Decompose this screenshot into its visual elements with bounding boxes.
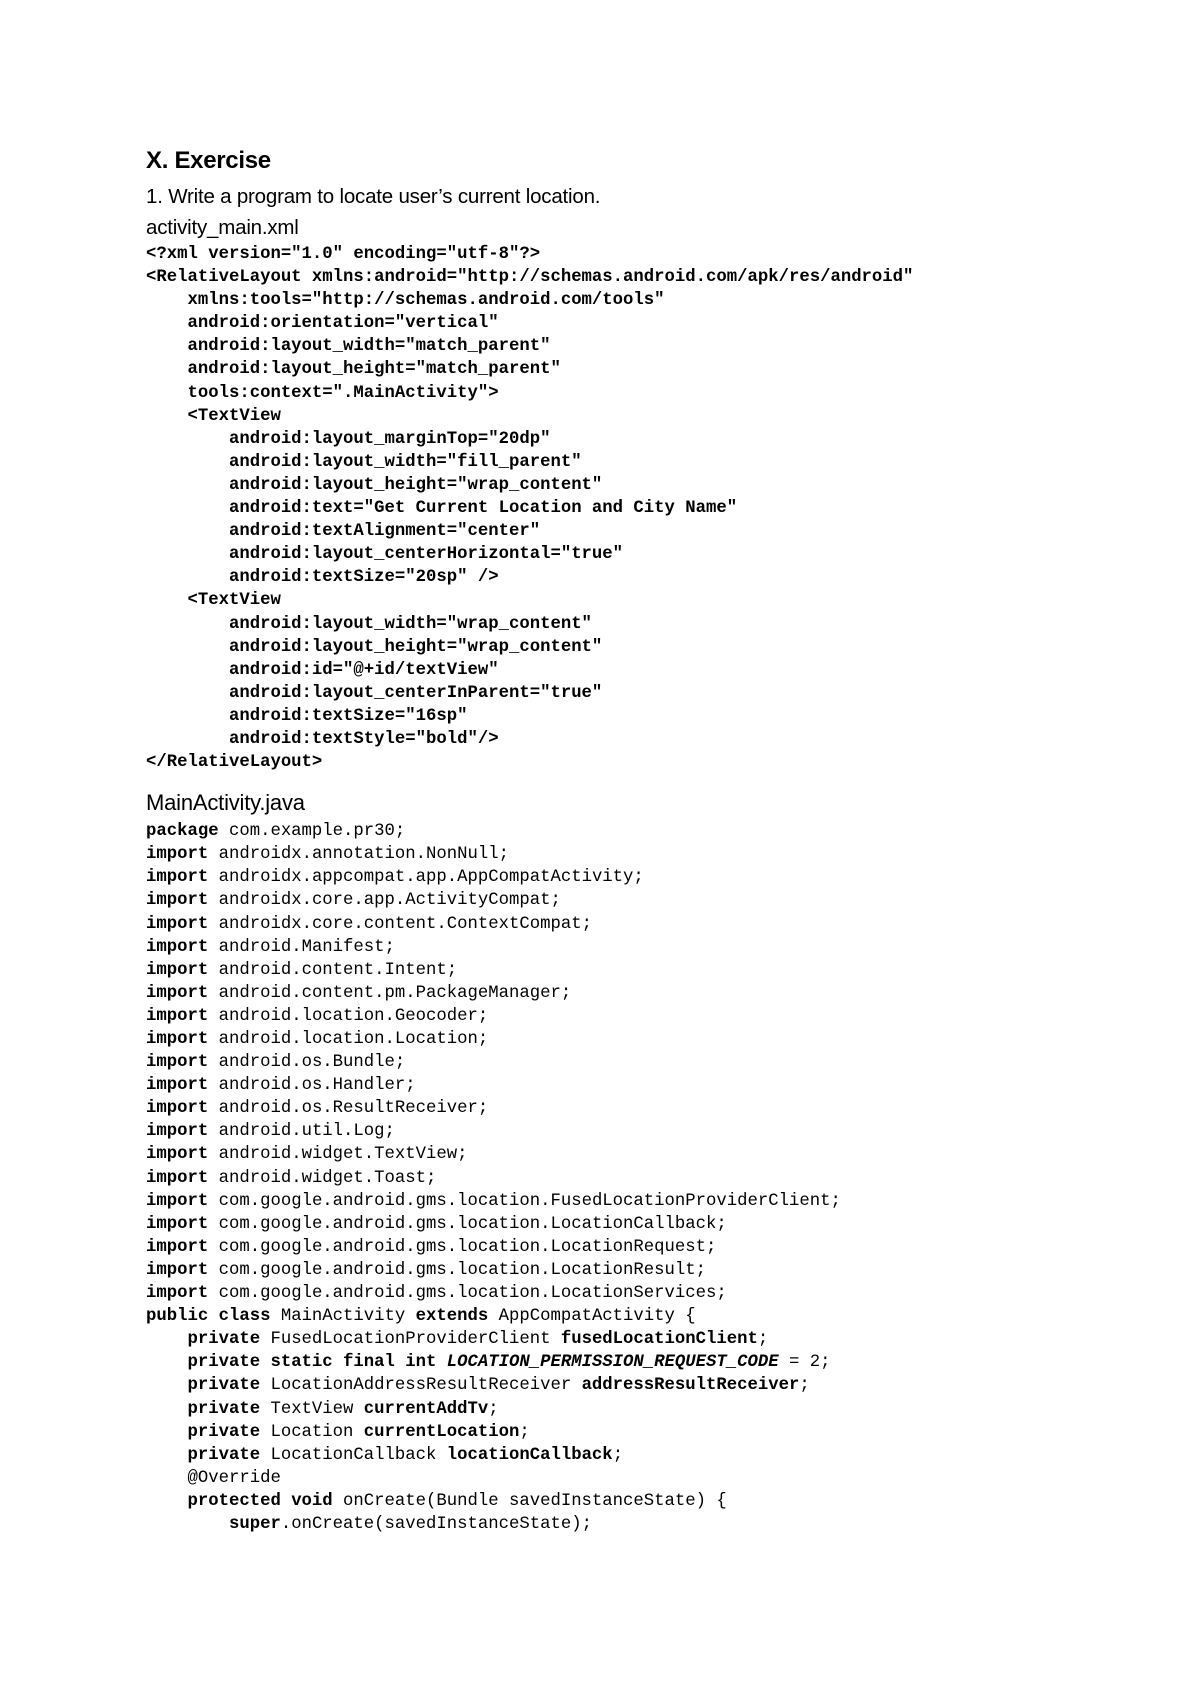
code-token-kw: public class	[146, 1307, 271, 1327]
xml-code-line: android:layout_centerHorizontal="true"	[146, 545, 624, 565]
code-token: android.util.Log;	[208, 1122, 395, 1142]
xml-code-line: android:textSize="20sp" />	[146, 568, 499, 588]
code-token: androidx.core.content.ContextCompat;	[208, 914, 592, 934]
code-token: android.location.Location;	[208, 1030, 489, 1049]
code-token: .onCreate(savedInstanceState);	[280, 1514, 592, 1534]
xml-code-line: <RelativeLayout xmlns:android="http://schemas.android.com/apk/res/android"	[146, 268, 914, 288]
java-code-line	[146, 1051, 1156, 1074]
code-token	[146, 1492, 187, 1511]
xml-code-line: android:layout_width="fill_parent"	[146, 452, 582, 472]
code-token-kw: import	[146, 1053, 209, 1073]
code-token-kw: private	[187, 1376, 261, 1396]
code-token: android.content.pm.PackageManager;	[208, 983, 572, 1003]
code-token: android.os.Handler;	[208, 1076, 416, 1096]
xml-code-line: android:layout_height="match_parent"	[146, 360, 561, 380]
java-code-line	[146, 1398, 1156, 1421]
exercise-heading: X. Exercise	[146, 147, 271, 174]
code-token: com.google.android.gms.location.LocationRequest;	[208, 1237, 717, 1257]
code-token	[146, 1376, 187, 1395]
code-token: com.google.android.gms.location.LocationServices;	[208, 1284, 727, 1304]
code-token-kw: private	[187, 1422, 261, 1442]
code-token-kw: private	[187, 1399, 261, 1419]
code-token: ;	[799, 1376, 810, 1396]
code-token-kw: import	[146, 1006, 209, 1026]
code-token: android.os.Bundle;	[208, 1053, 406, 1073]
code-token-kw: super	[228, 1514, 281, 1534]
code-token-kw: import	[146, 1191, 209, 1211]
code-token-kw: extends	[415, 1307, 489, 1327]
code-token-kw: private static final int	[187, 1353, 437, 1373]
code-token	[146, 1446, 187, 1465]
code-token: TextView	[260, 1399, 364, 1419]
code-token: androidx.annotation.NonNull;	[208, 845, 509, 865]
code-token-kw: import	[146, 1260, 209, 1280]
code-token-const: LOCATION_PERMISSION_REQUEST_CODE	[446, 1353, 779, 1373]
xml-code-line: </RelativeLayout>	[146, 753, 323, 773]
java-code-line	[146, 843, 1156, 866]
code-token-kw: import	[146, 960, 209, 980]
java-code-line	[146, 1328, 1156, 1351]
java-code-line	[146, 1467, 1156, 1490]
xml-code-line: android:textStyle="bold"/>	[146, 729, 499, 749]
code-token-kw: import	[146, 1237, 209, 1257]
code-token-kw: import	[146, 1099, 209, 1119]
code-token: com.google.android.gms.location.FusedLocationProviderClient;	[208, 1191, 841, 1211]
code-token: android.content.Intent;	[208, 960, 458, 980]
code-token: ;	[612, 1445, 624, 1465]
code-token	[146, 1400, 187, 1419]
code-token-kw: import	[146, 1122, 209, 1142]
xml-code-line: android:layout_width="match_parent"	[146, 337, 551, 357]
code-token	[146, 1353, 187, 1372]
xml-file-name: activity_main.xml	[146, 216, 299, 239]
xml-code-line: android:layout_height="wrap_content"	[146, 637, 603, 657]
code-token: LocationCallback	[260, 1445, 447, 1465]
java-code-line	[146, 1282, 1156, 1305]
code-token-kw: import	[146, 983, 209, 1003]
exercise-question: 1. Write a program to locate user’s current location.	[146, 185, 601, 208]
code-token	[146, 1423, 187, 1442]
java-code-line	[146, 1351, 1156, 1374]
java-code-line	[146, 820, 1156, 843]
code-token-fld: addressResultReceiver	[581, 1376, 800, 1396]
xml-code-line: android:id="@+id/textView"	[146, 660, 499, 680]
code-token-kw: import	[146, 1076, 209, 1096]
java-code-line	[146, 1143, 1156, 1166]
xml-code-line: android:textSize="16sp"	[146, 706, 468, 726]
code-token-kw: import	[146, 1168, 209, 1188]
java-code-line	[146, 1097, 1156, 1120]
code-token: androidx.appcompat.app.AppCompatActivity;	[208, 868, 644, 888]
code-token: onCreate(Bundle savedInstanceState) {	[332, 1491, 727, 1511]
code-token: = 2;	[778, 1353, 831, 1373]
xml-code-line: android:layout_marginTop="20dp"	[146, 429, 551, 449]
code-token: @Override	[146, 1468, 281, 1488]
java-code-line	[146, 936, 1156, 959]
code-token-kw: private	[187, 1445, 261, 1465]
code-token-fld: locationCallback	[446, 1445, 613, 1465]
code-token-kw: import	[146, 914, 209, 934]
code-token-kw: private	[187, 1330, 261, 1350]
code-token: com.google.android.gms.location.LocationCallback;	[208, 1214, 727, 1234]
java-code-line	[146, 1005, 1156, 1028]
code-token	[146, 1330, 187, 1349]
code-token-kw: import	[146, 891, 209, 911]
java-code-line	[146, 1167, 1156, 1190]
code-token: android.os.ResultReceiver;	[208, 1099, 489, 1119]
java-file-name: MainActivity.java	[146, 790, 305, 816]
java-code-line	[146, 1490, 1156, 1513]
code-token-kw: import	[146, 845, 209, 865]
code-token-fld: fusedLocationClient	[560, 1330, 758, 1350]
xml-code-line: <?xml version="1.0" encoding="utf-8"?>	[146, 245, 541, 264]
code-token: FusedLocationProviderClient	[260, 1330, 561, 1350]
java-code-line	[146, 1421, 1156, 1444]
code-token-kw: protected void	[187, 1491, 333, 1511]
code-token-kw: package	[146, 822, 219, 842]
java-code-line	[146, 1444, 1156, 1467]
code-token: android.location.Geocoder;	[208, 1006, 489, 1026]
code-token: Location	[260, 1422, 364, 1442]
code-token: com.google.android.gms.location.LocationResult;	[208, 1260, 707, 1280]
java-code-line	[146, 913, 1156, 936]
code-token-kw: import	[146, 1030, 209, 1049]
java-code-line	[146, 982, 1156, 1005]
java-code-line	[146, 1259, 1156, 1282]
code-token: com.example.pr30;	[218, 822, 406, 842]
xml-code-line: tools:context=".MainActivity">	[146, 383, 499, 403]
xml-code-line: xmlns:tools="http://schemas.android.com/tools"	[146, 291, 665, 311]
code-token-kw: import	[146, 1145, 209, 1165]
code-token: ;	[757, 1330, 769, 1350]
java-code-line	[146, 1374, 1156, 1397]
java-code-line	[146, 1236, 1156, 1259]
code-token: MainActivity	[270, 1307, 416, 1327]
code-token	[436, 1353, 446, 1372]
code-token: ;	[519, 1422, 530, 1442]
xml-code-line: android:layout_centerInParent="true"	[146, 683, 603, 703]
xml-code-line: android:orientation="vertical"	[146, 314, 499, 334]
java-code-line	[146, 889, 1156, 912]
java-code-line	[146, 959, 1156, 982]
java-code-line	[146, 866, 1156, 889]
code-token-kw: import	[146, 1214, 209, 1234]
java-code-line	[146, 1120, 1156, 1143]
java-code-line	[146, 1513, 1156, 1536]
java-code-line	[146, 1190, 1156, 1213]
code-token-kw: import	[146, 937, 209, 957]
code-token-kw: import	[146, 1284, 209, 1304]
xml-code-block	[146, 243, 1156, 774]
code-token-fld: currentLocation	[363, 1422, 520, 1442]
code-token	[146, 1515, 229, 1534]
java-code-block	[146, 820, 1156, 1536]
xml-code-line: android:layout_height="wrap_content"	[146, 475, 603, 495]
xml-code-line: <TextView	[146, 406, 281, 426]
java-code-line	[146, 1305, 1156, 1328]
code-token: ;	[488, 1399, 499, 1419]
code-token: android.Manifest;	[208, 937, 395, 957]
java-code-line	[146, 1028, 1156, 1051]
xml-code-line: android:text="Get Current Location and City Name"	[146, 499, 738, 519]
java-code-line	[146, 1074, 1156, 1097]
java-code-line	[146, 1213, 1156, 1236]
code-token-fld: currentAddTv	[363, 1399, 489, 1419]
code-token: android.widget.Toast;	[208, 1168, 437, 1188]
code-token: LocationAddressResultReceiver	[260, 1376, 582, 1396]
xml-code-line: android:textAlignment="center"	[146, 522, 541, 542]
code-token-kw: import	[146, 868, 209, 888]
code-token: android.widget.TextView;	[208, 1145, 468, 1165]
code-token: androidx.core.app.ActivityCompat;	[208, 891, 561, 911]
xml-code-line: <TextView	[146, 591, 281, 611]
document-page	[146, 144, 1156, 1536]
code-token: AppCompatActivity {	[488, 1307, 696, 1327]
xml-code-line: android:layout_width="wrap_content"	[146, 614, 592, 634]
